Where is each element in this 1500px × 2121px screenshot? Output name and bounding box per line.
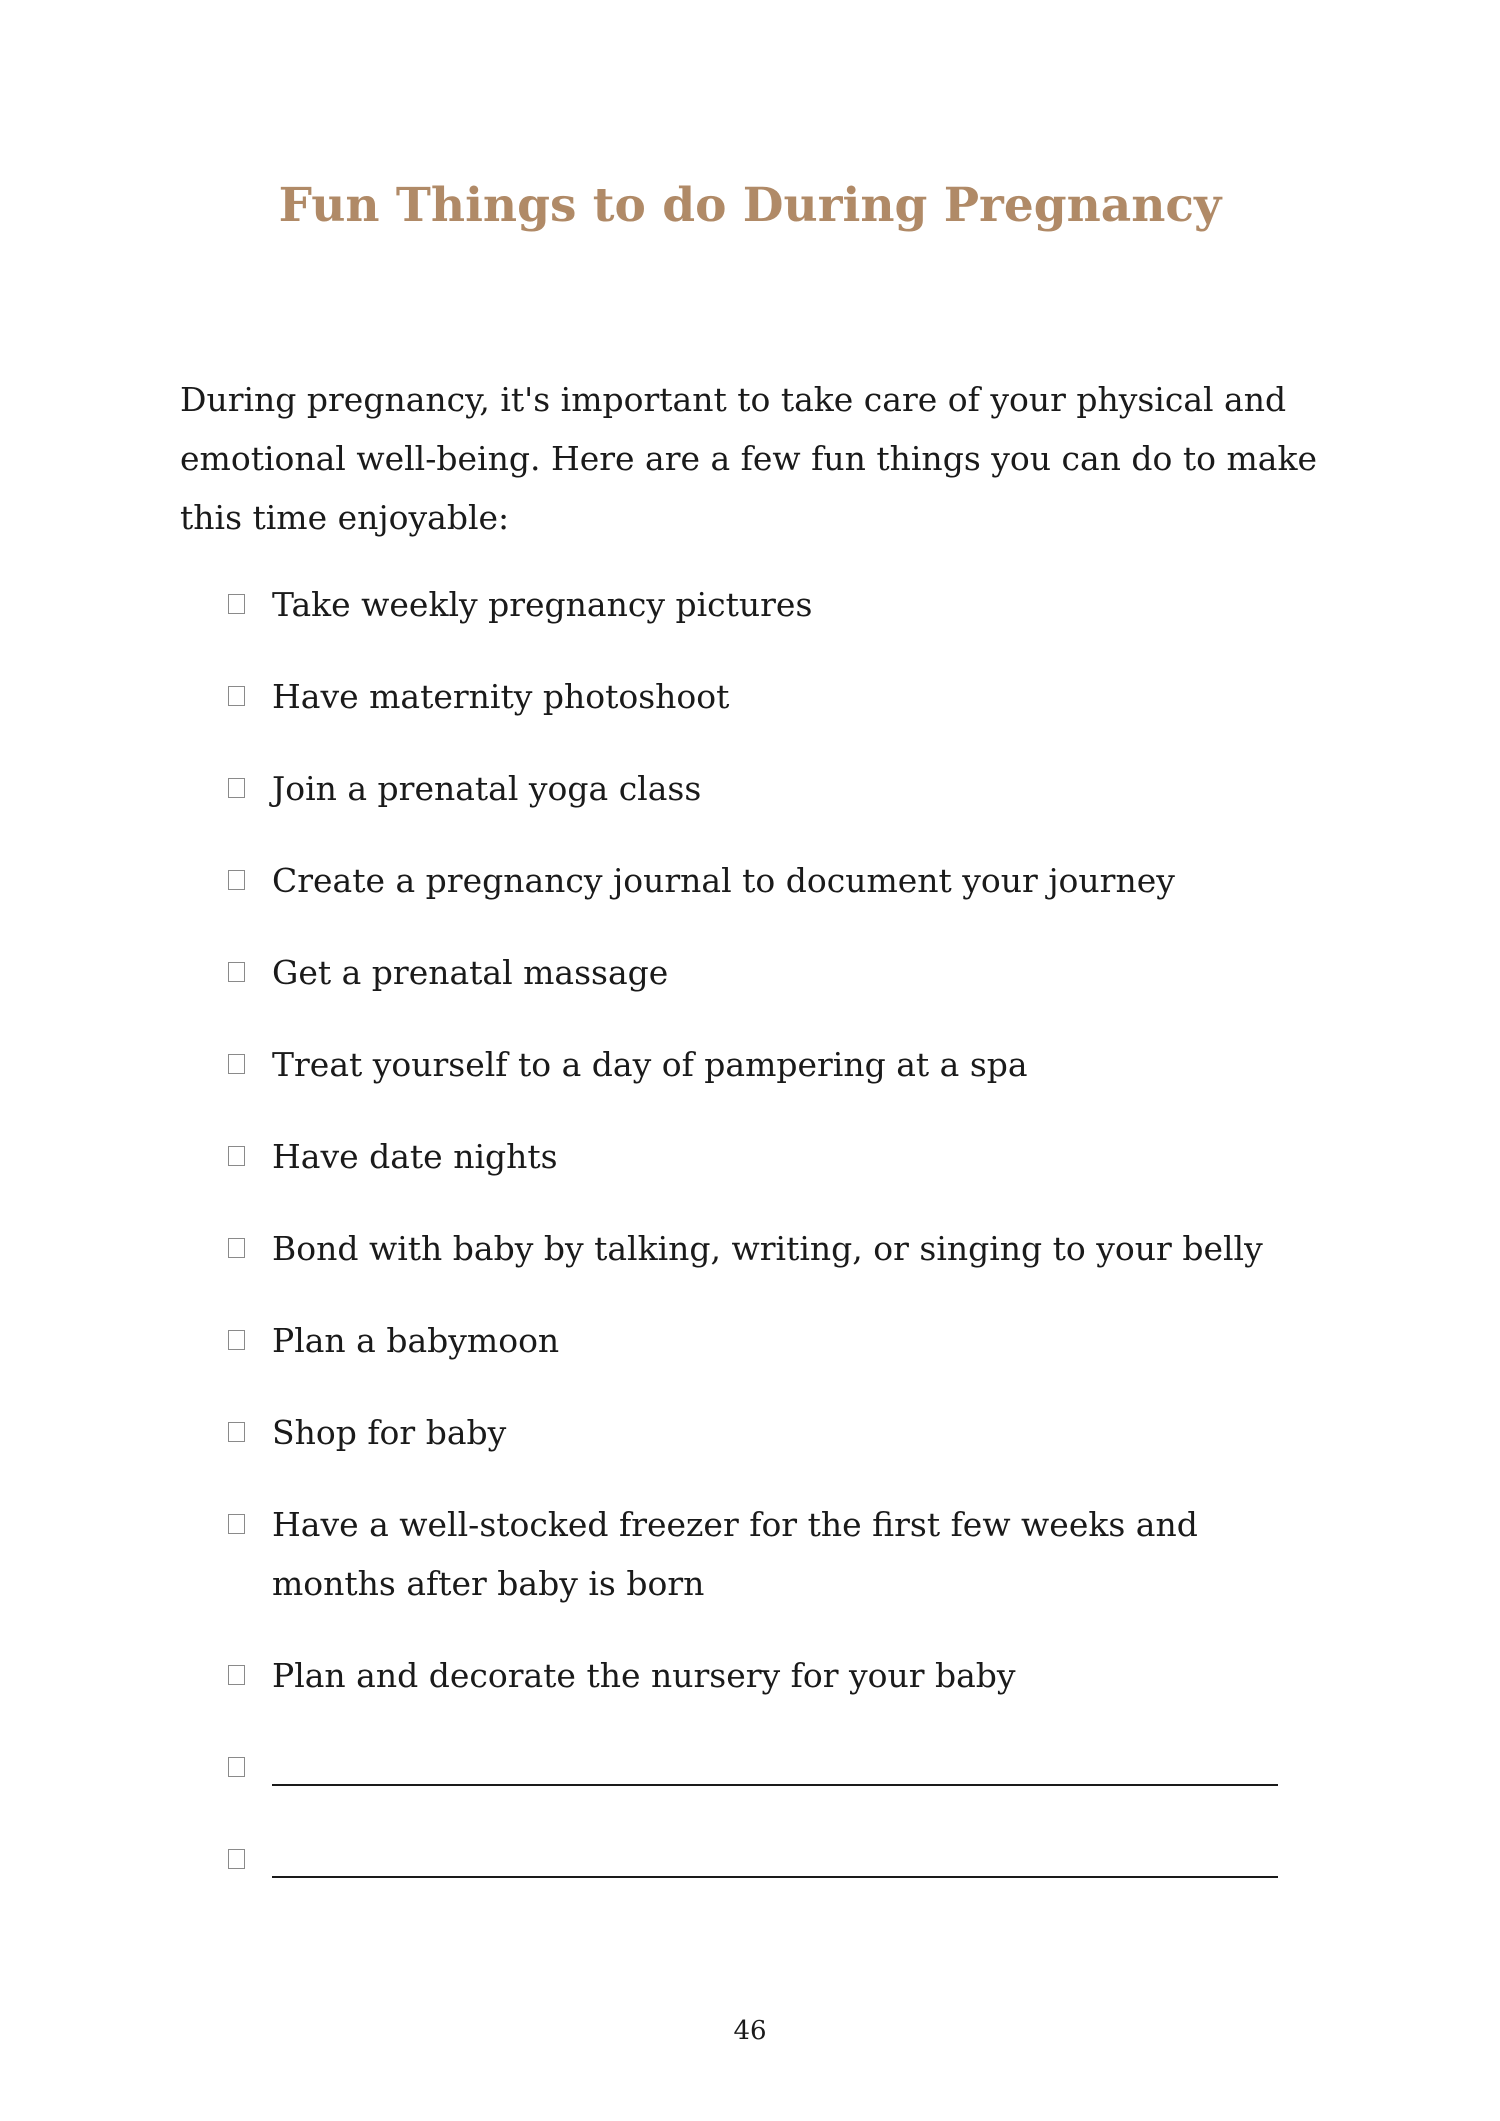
list-item — [0, 1403, 1500, 1462]
item-text: Shop for baby — [272, 1413, 507, 1452]
list-item — [0, 1311, 1500, 1370]
checkbox[interactable] — [228, 1849, 245, 1869]
checkbox[interactable] — [228, 686, 245, 706]
list-item — [0, 1127, 1500, 1186]
checkbox[interactable] — [228, 1054, 245, 1074]
checklist — [0, 575, 1500, 1922]
item-text: Have maternity photoshoot — [272, 677, 730, 716]
item-text: Bond with baby by talking, writing, or singing to your belly — [272, 1229, 1263, 1268]
checkbox[interactable] — [228, 594, 245, 614]
item-text: Plan a babymoon — [272, 1321, 560, 1360]
item-text: Get a prenatal massage — [272, 953, 669, 992]
list-item — [0, 1495, 1500, 1613]
checkbox[interactable] — [228, 1146, 245, 1166]
checkbox[interactable] — [228, 1757, 245, 1777]
checkbox[interactable] — [228, 1665, 245, 1685]
intro-paragraph: During pregnancy, it's important to take care of your physical and emotional well-being. Here are a few fun things you can do to make this time enjoyable: — [180, 380, 1317, 537]
list-item — [0, 851, 1500, 910]
checkbox[interactable] — [228, 870, 245, 890]
checkbox[interactable] — [228, 1238, 245, 1258]
list-item — [0, 1035, 1500, 1094]
item-text: Plan and decorate the nursery for your baby — [272, 1656, 1016, 1695]
checkbox[interactable] — [228, 962, 245, 982]
item-text: Have date nights — [272, 1137, 558, 1176]
page-number: 46 — [733, 2016, 767, 2046]
list-item — [0, 1646, 1500, 1705]
list-item — [0, 943, 1500, 1002]
list-item — [0, 1219, 1500, 1278]
item-text: Have a well-stocked freezer for the first few weeks and months after baby is born — [272, 1505, 1198, 1603]
blank-write-in-line[interactable] — [272, 1830, 1278, 1878]
checkbox[interactable] — [228, 778, 245, 798]
item-text: Treat yourself to a day of pampering at a spa — [272, 1045, 1028, 1084]
item-text: Take weekly pregnancy pictures — [272, 585, 813, 624]
checkbox[interactable] — [228, 1422, 245, 1442]
list-item — [0, 759, 1500, 818]
blank-write-in-line[interactable] — [272, 1738, 1278, 1786]
checkbox[interactable] — [228, 1514, 245, 1534]
list-item — [0, 575, 1500, 634]
blank-list-item — [0, 1738, 1500, 1797]
list-item — [0, 667, 1500, 726]
item-text: Join a prenatal yoga class — [272, 769, 702, 808]
checkbox[interactable] — [228, 1330, 245, 1350]
blank-list-item — [0, 1830, 1500, 1889]
item-text: Create a pregnancy journal to document your journey — [272, 861, 1175, 900]
page-title: Fun Things to do During Pregnancy — [278, 178, 1222, 233]
